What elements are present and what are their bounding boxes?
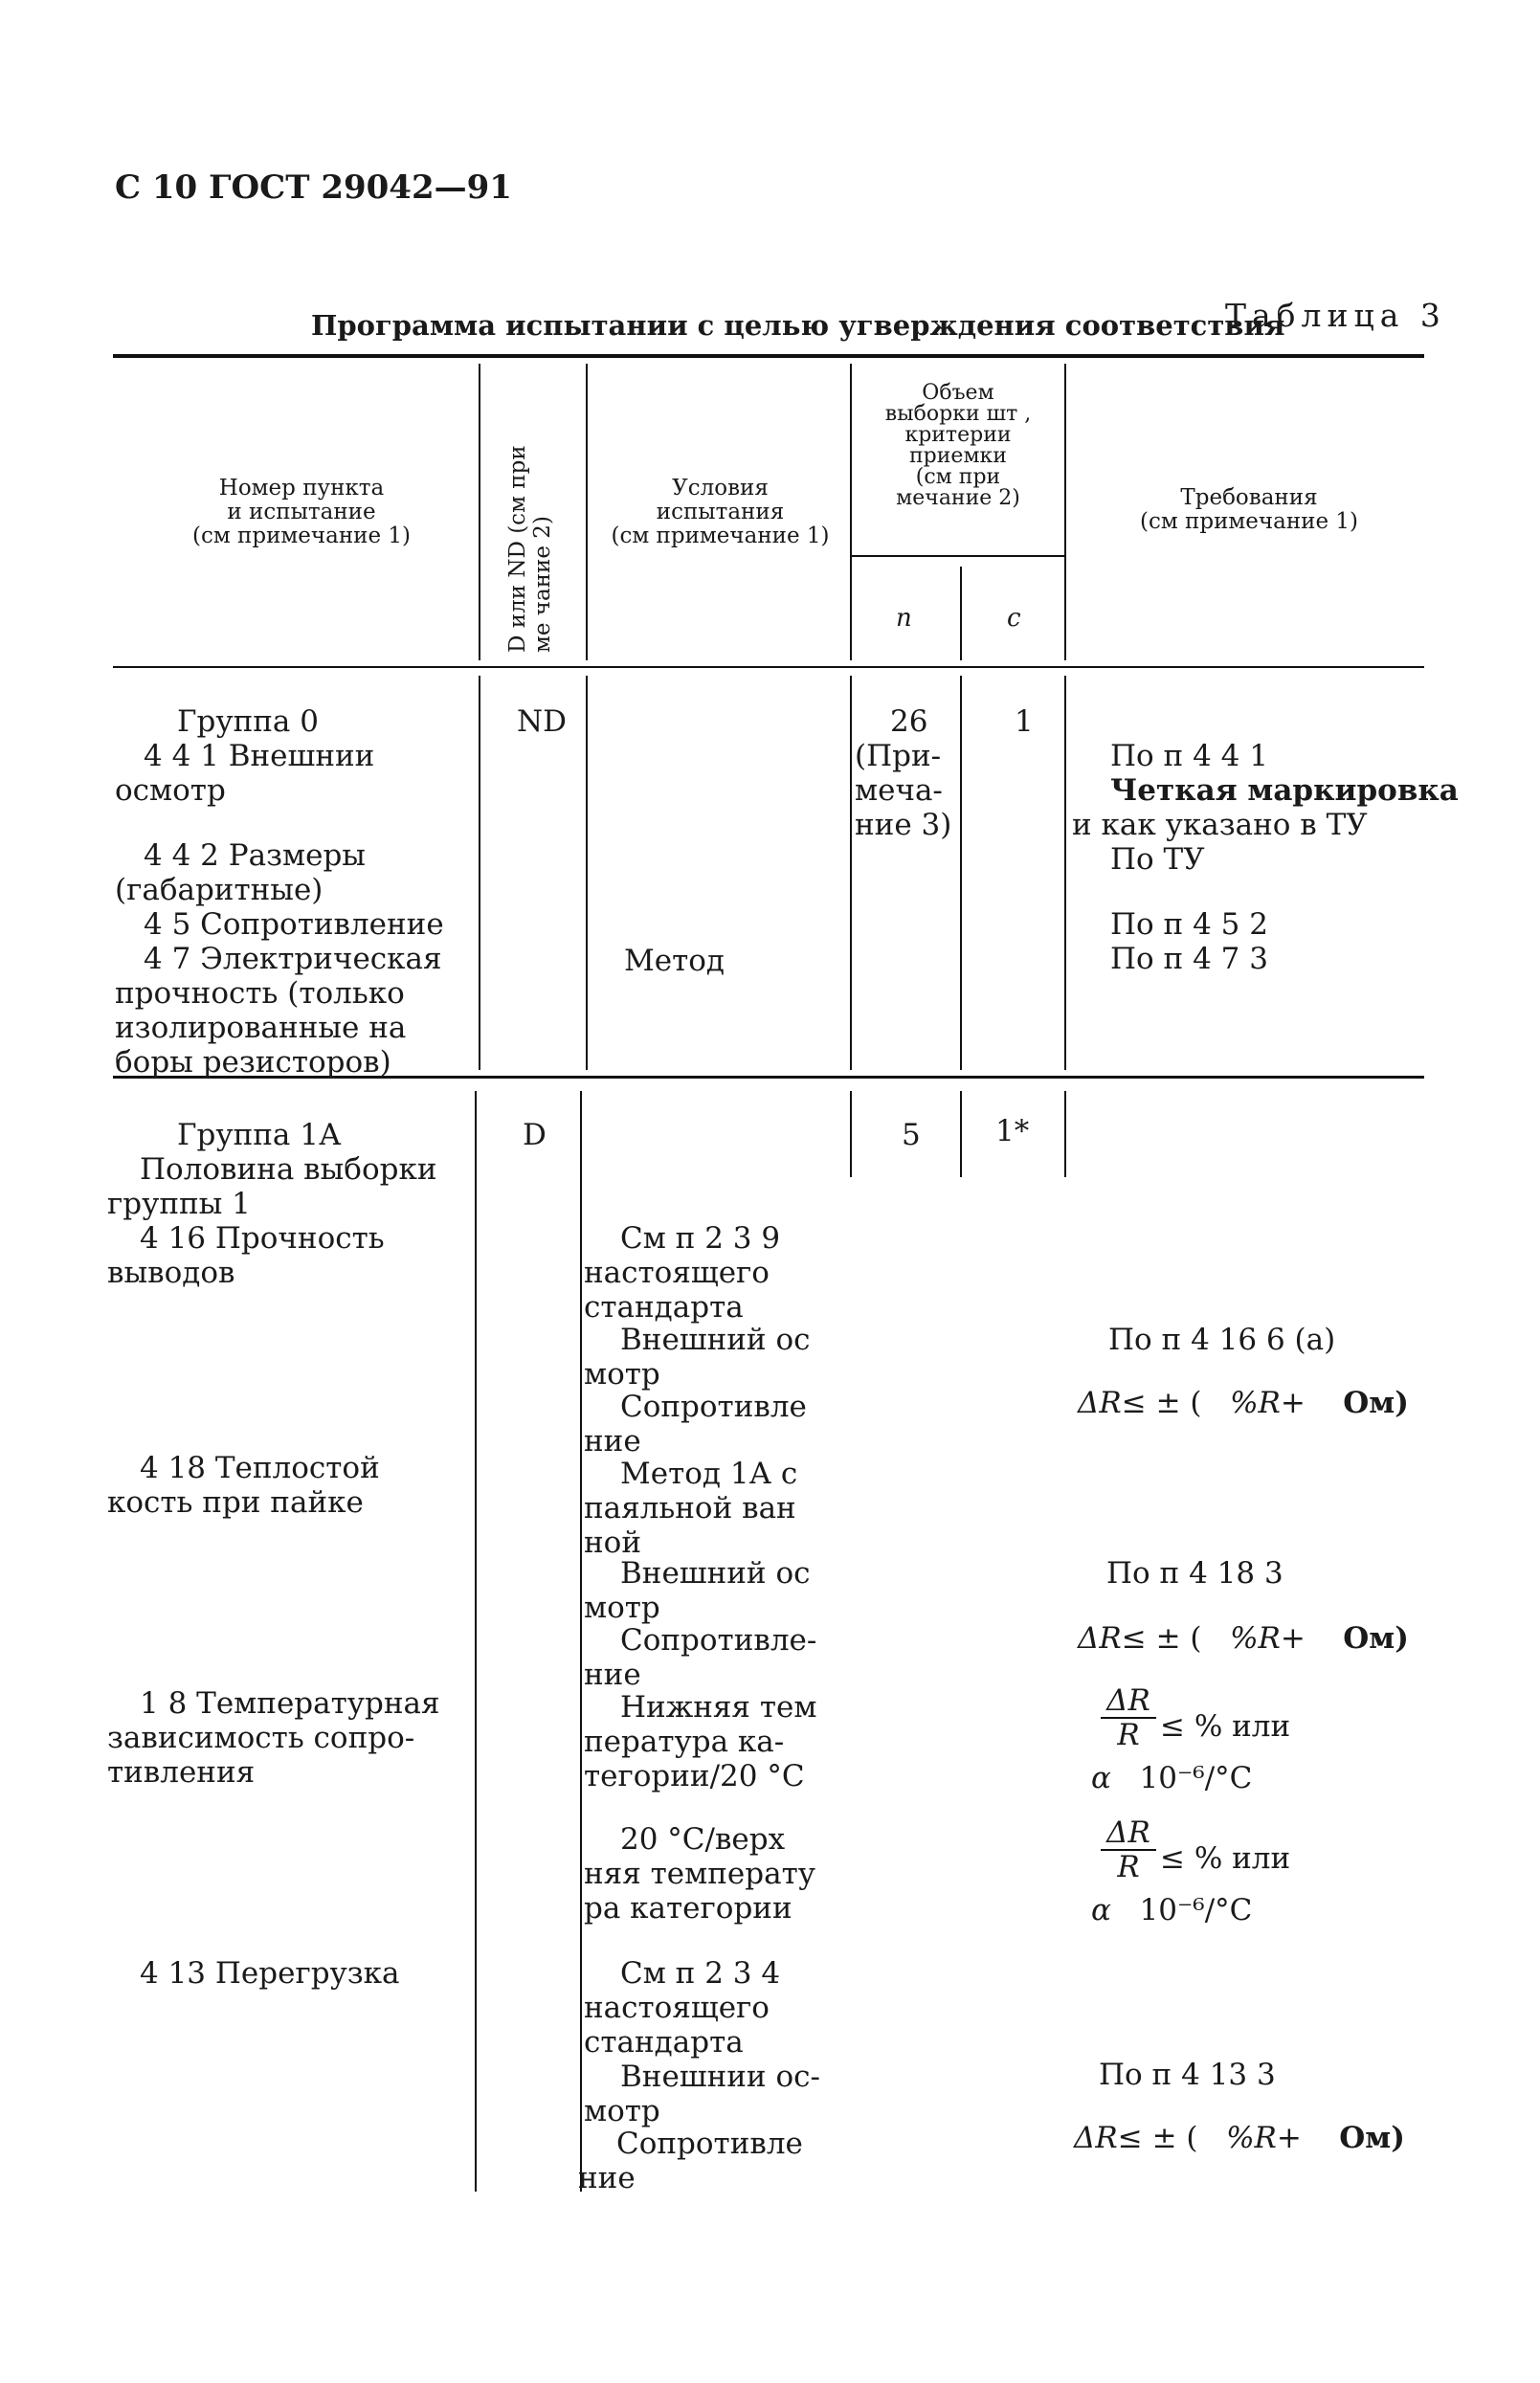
group1a-delta: ΔR≤ ± ( %R+ Ом) [1078, 1386, 1409, 1420]
group1a-condition: Внешний ос мотр [584, 1556, 811, 1625]
col-divider [479, 364, 480, 660]
col-divider [580, 1091, 582, 2192]
group1a-condition: Метод 1А с паяльной ван ной [584, 1457, 798, 1560]
col-divider [586, 676, 588, 1070]
group0-item: 4 4 2 Размеры (габаритные) [115, 838, 366, 907]
group0-req: По п 4 4 1 [1110, 739, 1268, 773]
col-header-conditions: Условия испытания (см примечание 1) [611, 476, 830, 548]
group1a-n: 5 [902, 1118, 921, 1152]
group1a-condition: Внешнии ос- мотр [584, 2060, 820, 2128]
group1a-dnd: D [523, 1118, 547, 1152]
col-divider [960, 676, 962, 1070]
col-divider [850, 364, 852, 660]
col-divider [1064, 364, 1066, 660]
group1a-delta: ΔR≤ ± ( %R+ Ом) [1078, 1621, 1409, 1656]
tc-fraction: $\frac{\Delta R}{R}$ [1101, 1816, 1156, 1883]
group1a-req: По п 4 16 6 (а) [1108, 1323, 1336, 1357]
col-divider [475, 1091, 477, 2192]
col-header-sample: Объем выборки шт , критерии приемки (см при мечание 2) [884, 381, 1032, 510]
header-top-rule [113, 354, 1424, 358]
group1a-condition: Нижняя тем пература ка- тегории/20 °С [584, 1690, 817, 1793]
group0-req: Четкая маркировка [1110, 773, 1459, 808]
group0-req: По п 4 7 3 [1110, 942, 1268, 976]
table-title: Программа испытании с целью угверждения соответствия [311, 309, 1285, 342]
col-divider [960, 567, 962, 660]
tc-condition: ≤ % или [1160, 1709, 1291, 1744]
group0-req: По ТУ [1110, 842, 1205, 877]
group0-n-note: (При- меча- ние 3) [855, 739, 952, 842]
group1a-req: По п 4 18 3 [1106, 1556, 1283, 1591]
group0-item: 4 5 Сопротивление [144, 907, 444, 942]
group1a-subtitle: Половина выборки группы 1 [107, 1152, 437, 1221]
group1a-item: 4 13 Перегрузка [140, 1956, 400, 1991]
group1a-item: 4 16 Прочность выводов [107, 1221, 385, 1290]
col-header-requirements: Требования (см примечание 1) [1139, 485, 1359, 534]
col-divider [850, 676, 852, 1070]
group1a-condition: Сопротивле ние [578, 2127, 803, 2195]
group0-item: 4 7 Электрическая прочность (только изолированные на боры резисторов) [115, 942, 442, 1080]
col-divider [586, 364, 588, 660]
tc-alpha: α 10⁻⁶/°С [1091, 1761, 1253, 1795]
group1a-condition: См п 2 3 9 настоящего стандарта [584, 1221, 781, 1325]
group0-condition: Метод [624, 944, 725, 978]
table-label: Таблица 3 [1225, 297, 1446, 334]
group1a-delta: ΔR≤ ± ( %R+ Ом) [1074, 2121, 1405, 2155]
col-header-dnd: D или ND (см при ме чание 2) [505, 445, 555, 653]
page-header: С 10 ГОСТ 29042—91 [115, 168, 512, 207]
group1a-condition: 20 °С/верх няя температу ра категории [584, 1822, 815, 1926]
group1a-item: 1 8 Температурная зависимость сопро- тивления [107, 1686, 440, 1790]
group0-c: 1 [1015, 704, 1034, 739]
group0-title: Группа 0 [177, 704, 319, 739]
group0-n: 26 [890, 704, 928, 739]
group1a-condition: Сопротивле- ние [584, 1623, 817, 1692]
col-divider [479, 676, 480, 1070]
group0-req: и как указано в ТУ [1072, 808, 1368, 842]
group1a-title: Группа 1А [177, 1118, 342, 1152]
col-header-item: Номер пункта и испытание (см примечание 1) [191, 476, 412, 548]
col-divider [960, 1091, 962, 1177]
group1a-c: 1* [995, 1114, 1030, 1148]
group1a-condition: См п 2 3 4 настоящего стандарта [584, 1956, 781, 2060]
tc-alpha: α 10⁻⁶/°С [1091, 1893, 1253, 1927]
col-divider [1064, 676, 1066, 1070]
group1a-item: 4 18 Теплостой кость при пайке [107, 1451, 380, 1520]
col-header-c: c [1007, 604, 1021, 633]
col-header-n: n [896, 604, 912, 633]
group0-dnd: ND [517, 704, 567, 739]
group1a-condition: Сопротивле ние [584, 1390, 807, 1459]
group0-item: 4 4 1 Внешнии осмотр [115, 739, 375, 808]
group1a-req: По п 4 13 3 [1099, 2058, 1276, 2092]
col-divider [1064, 1091, 1066, 1177]
col-divider [850, 1091, 852, 1177]
sample-subheader-rule [852, 555, 1064, 557]
tc-fraction: $\frac{\Delta R}{R}$ [1101, 1684, 1156, 1751]
group0-req: По п 4 5 2 [1110, 907, 1268, 942]
group1a-condition: Внешний ос мотр [584, 1323, 811, 1392]
tc-condition: ≤ % или [1160, 1841, 1291, 1876]
header-bottom-rule [113, 666, 1424, 668]
